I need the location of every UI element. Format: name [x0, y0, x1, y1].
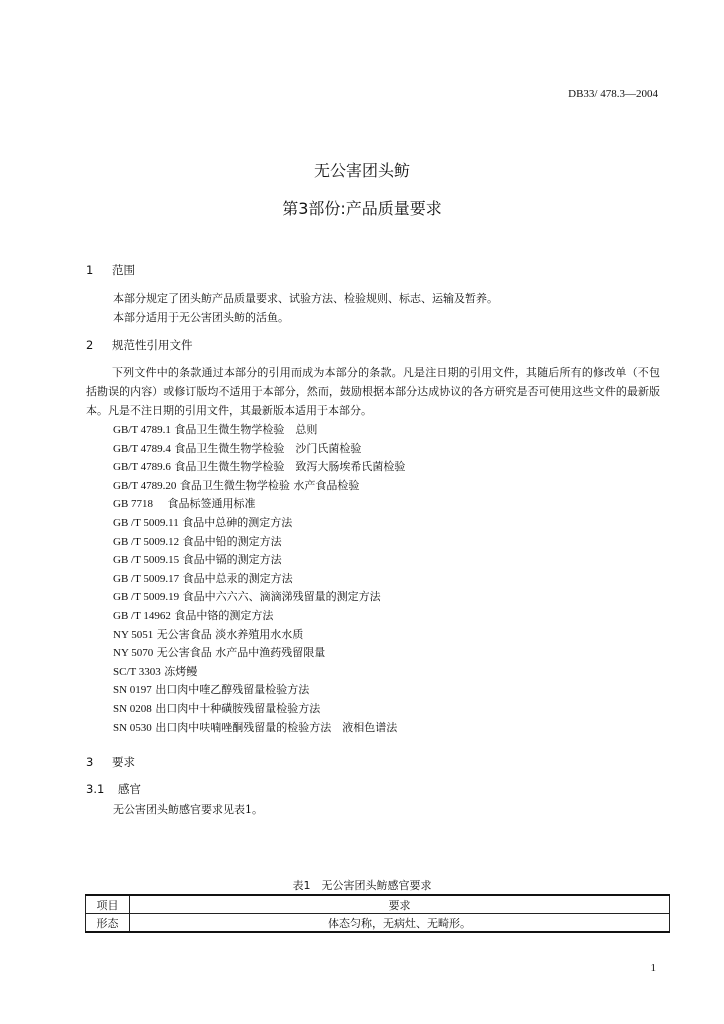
ref-title: 食品中总汞的测定方法	[182, 571, 293, 585]
list-item	[113, 458, 405, 477]
ref-code: GB /T 5009.19	[113, 591, 180, 604]
ref-code: SN 0530	[113, 721, 152, 734]
reference-list	[113, 421, 405, 737]
list-item	[113, 514, 405, 533]
ref-code: SN 0208	[113, 702, 152, 715]
section-3-1-heading	[86, 781, 141, 797]
ref-code: GB /T 5009.15	[113, 554, 180, 567]
list-item	[113, 440, 405, 459]
section-1-para-1: 本部分规定了团头鲂产品质量要求、试验方法、检验规则、标志、运输及暂养。	[113, 292, 498, 305]
ref-title: 食品中铅的测定方法	[182, 534, 282, 548]
ref-code: GB /T 14962	[113, 609, 171, 622]
section-title: 感官	[118, 782, 141, 796]
ref-title: 食品标签通用标准	[156, 497, 256, 511]
ref-title: 无公害食品 水产品中渔药残留限量	[156, 646, 326, 660]
section-1-heading	[86, 262, 135, 278]
ref-code: GB /T 5009.17	[113, 572, 180, 585]
ref-code: NY 5070	[113, 647, 154, 660]
ref-code: GB 7718	[113, 498, 154, 511]
page-number: 1	[650, 962, 656, 974]
ref-code: NY 5051	[113, 628, 154, 641]
table-header-row	[86, 895, 670, 914]
list-item	[113, 626, 405, 645]
ref-title: 食品卫生微生物学检验 致泻大肠埃希氏菌检验	[174, 460, 406, 474]
section-number: 3	[86, 755, 94, 769]
ref-title: 食品中六六六、滴滴涕残留量的测定方法	[182, 590, 381, 604]
ref-code: GB/T 4789.20	[113, 479, 177, 492]
list-item	[113, 588, 405, 607]
ref-title: 食品中铬的测定方法	[174, 608, 274, 622]
section-2-heading	[86, 337, 193, 353]
sensory-requirements-table	[85, 894, 670, 933]
list-item	[113, 719, 405, 738]
table-cell: 体态匀称，无病灶、无畸形。	[130, 914, 670, 933]
table-title: 表1 无公害团头鲂感官要求	[292, 879, 432, 892]
section-title: 范围	[112, 263, 135, 277]
document-subtitle: 第3部份:产品质量要求	[282, 199, 442, 218]
ref-code: GB/T 4789.1	[113, 424, 171, 436]
section-1-para-2: 本部分适用于无公害团头鲂的活鱼。	[113, 311, 289, 324]
ref-title: 食品卫生微生物学检验 总则	[174, 423, 318, 436]
list-item	[113, 644, 405, 663]
list-item	[113, 551, 405, 570]
ref-code: GB/T 4789.6	[113, 461, 171, 474]
document-title: 无公害团头鲂	[313, 161, 410, 180]
list-item	[113, 495, 405, 514]
ref-title: 食品中镉的测定方法	[182, 553, 282, 567]
section-number: 3.1	[86, 782, 105, 796]
list-item	[113, 681, 405, 700]
ref-code: SC/T 3303	[113, 665, 161, 678]
section-3-heading	[86, 754, 135, 770]
section-3-1-para: 无公害团头鲂感官要求见表1。	[113, 803, 263, 816]
list-item	[113, 421, 405, 440]
table-row	[86, 914, 670, 933]
ref-code: SN 0197	[113, 684, 152, 697]
list-item	[113, 700, 405, 719]
ref-title: 出口肉中十种磺胺残留量检验方法	[155, 701, 321, 715]
list-item	[113, 570, 405, 589]
section-2-intro: 下列文件中的条款通过本部分的引用而成为本部分的条款。凡是注日期的引用文件，其随后所有的修改单（不包括勘误的内容）或修订版均不适用于本部分，然而，鼓励根据本部分达成协议的各方研究是否可使用这些文件的最新版本。凡是不注日期的引用文件，其最新版本适用于本部分。	[86, 366, 660, 417]
ref-title: 食品卫生微生物学检验 沙门氏菌检验	[174, 441, 362, 455]
ref-title: 出口肉中呋喃唑酮残留量的检验方法 液相色谱法	[155, 720, 398, 734]
table-cell: 形态	[86, 914, 130, 933]
standard-code: DB33/ 478.3—2004	[568, 88, 658, 100]
section-title: 规范性引用文件	[112, 338, 193, 352]
table-header-cell: 项目	[86, 895, 130, 914]
ref-code: GB/T 4789.4	[113, 442, 171, 455]
ref-title: 食品中总砷的测定方法	[182, 515, 293, 529]
list-item	[113, 663, 405, 682]
ref-title: 无公害食品 淡水养殖用水水质	[156, 627, 304, 641]
ref-code: GB /T 5009.11	[113, 516, 179, 529]
list-item	[113, 477, 405, 496]
list-item	[113, 533, 405, 552]
table-header-cell: 要求	[130, 895, 670, 914]
ref-title: 出口肉中喹乙醇残留量检验方法	[155, 683, 310, 697]
ref-code: GB /T 5009.12	[113, 535, 180, 548]
section-title: 要求	[112, 755, 135, 769]
ref-title: 食品卫生微生物学检验 水产食品检验	[179, 478, 360, 492]
section-number: 2	[86, 338, 94, 352]
ref-title: 冻烤鳗	[164, 664, 198, 678]
list-item	[113, 607, 405, 626]
section-number: 1	[86, 263, 94, 277]
